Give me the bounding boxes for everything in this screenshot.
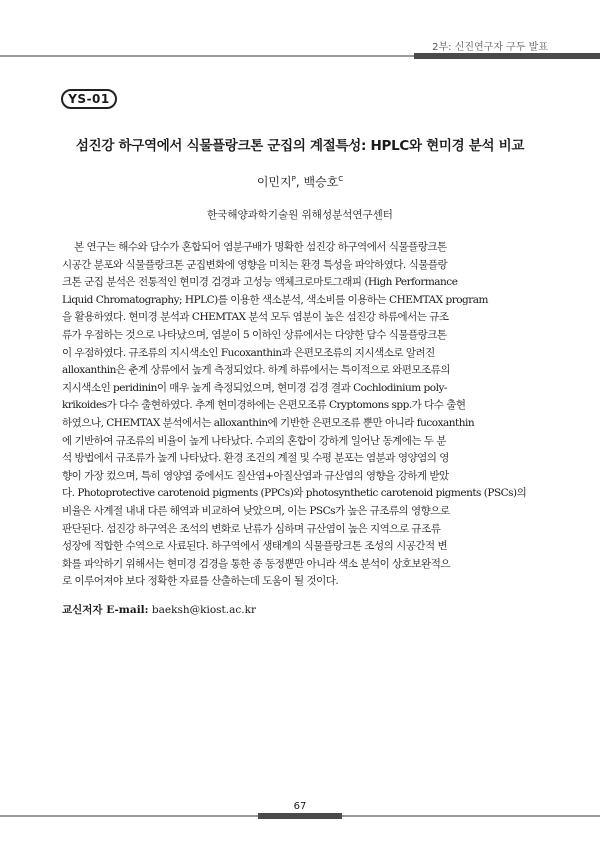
abstract-line: 로 이루어져야 보다 정확한 자료를 산출하는데 도움이 될 것이다. [62,575,339,588]
abstract-line: 류가 우점하는 것으로 나타났으며, 염분이 5 이하인 상류에서는 다양한 담수 식물플랑크톤 [62,328,447,341]
affiliation: 한국해양과학기술원 위해성분석연구센터 [207,209,393,221]
abstract-line: 다. Photoprotective carotenoid pigments (PPCs)와 photosynthetic carotenoid pigments (PSCs)의 [62,487,527,500]
contact-info [62,602,256,617]
abstract-line: Liquid Chromatography; HPLC)를 이용한 색소분석, 색소비를 이용하는 CHEMTAX program [62,293,489,306]
author-name: 백승호 [303,175,339,189]
author-name: 이민지 [256,175,292,189]
abstract-line: 석 방법에서 규조류가 높게 나타났다. 환경 조건의 계절 및 수평 분포는 염분과 영양염의 영 [62,452,449,465]
author-mark: P [291,175,296,183]
abstract-line: 비율은 사계절 내내 다른 해역과 비교하여 낮았으며, 이는 PSCs가 높은 규조류의 영향으로 [62,504,450,517]
paper-title: 섬진강 하구역에서 식물플랑크톤 군집의 계절특성: HPLC와 현미경 분석 비교 [75,138,525,154]
author-list [0,173,600,190]
abstract-body [62,239,538,591]
abstract-line: 화를 파악하기 위해서는 현미경 검경을 통한 종 동정뿐만 아니라 색소 분석이 상호보완적으 [62,557,451,570]
abstract-line: 판단된다. 섬진강 하구역은 조석의 변화로 난류가 심하며 규산염이 높은 지역으로 규조류 [62,522,441,535]
footer-accent-bar [258,813,342,819]
contact-email: baeksh@kiost.ac.kr [151,604,256,616]
abstract-id-badge: YS-01 [61,89,117,109]
abstract-line: 크톤 군집 분석은 전통적인 현미경 검경과 고성능 액체크로마토그래피 (High Performance [62,276,458,289]
author-separator: , [295,175,304,189]
abstract-line: 향이 가장 컸으며, 특히 영양염 중에서도 질산염+아질산염과 규산염의 영향을 강하게 받았 [62,469,449,482]
abstract-line: alloxanthin은 춘계 상류에서 높게 측정되었다. 하계 하류에서는 특이적으로 와편모조류의 [62,364,450,377]
section-title: 2부: 신진연구자 구두 발표 [432,42,548,53]
abstract-line: 본 연구는 해수와 담수가 혼합되어 염분구배가 명확한 섬진강 하구역에서 식물플랑크톤 [74,241,447,253]
author-mark: C [338,175,344,183]
page-number: 67 [293,801,307,812]
abstract-line: 지시색소인 peridinin이 매우 높게 측정되었으며, 현미경 검경 결과 Cochlodinium poly- [62,381,447,394]
contact-label: 교신저자 E-mail: [62,604,149,616]
abstract-line: 을 활용하였다. 현미경 분석과 CHEMTAX 분석 모두 염분이 높은 섬진강 하류에서는 규조 [62,311,449,324]
abstract-line: krikoides가 다수 출현하였다. 추계 현미경하에는 은편모조류 Cryptomons spp.가 다수 출현 [62,399,466,412]
abstract-line: 성장에 적합한 수역으로 사료된다. 하구역에서 생태계의 식물플랑크톤 조성의 시공간적 변 [62,540,448,553]
header-accent-bar [414,53,600,59]
abstract-line: 하였으나, CHEMTAX 분석에서는 alloxanthin에 기반한 은편모조류 뿐만 아니라 fucoxanthin [62,416,475,429]
abstract-line: 시공간 분포와 식물플랑크톤 군집변화에 영향을 미치는 환경 특성을 파악하였다. 식물플랑 [62,258,448,271]
abstract-line: 에 기반하여 규조류의 비율이 높게 나타났다. 수괴의 혼합이 강하게 일어난 동계에는 두 분 [62,434,447,447]
abstract-line: 이 우점하였다. 규조류의 지시색소인 Fucoxanthin과 은편모조류의 지시색소로 알려진 [62,346,435,359]
